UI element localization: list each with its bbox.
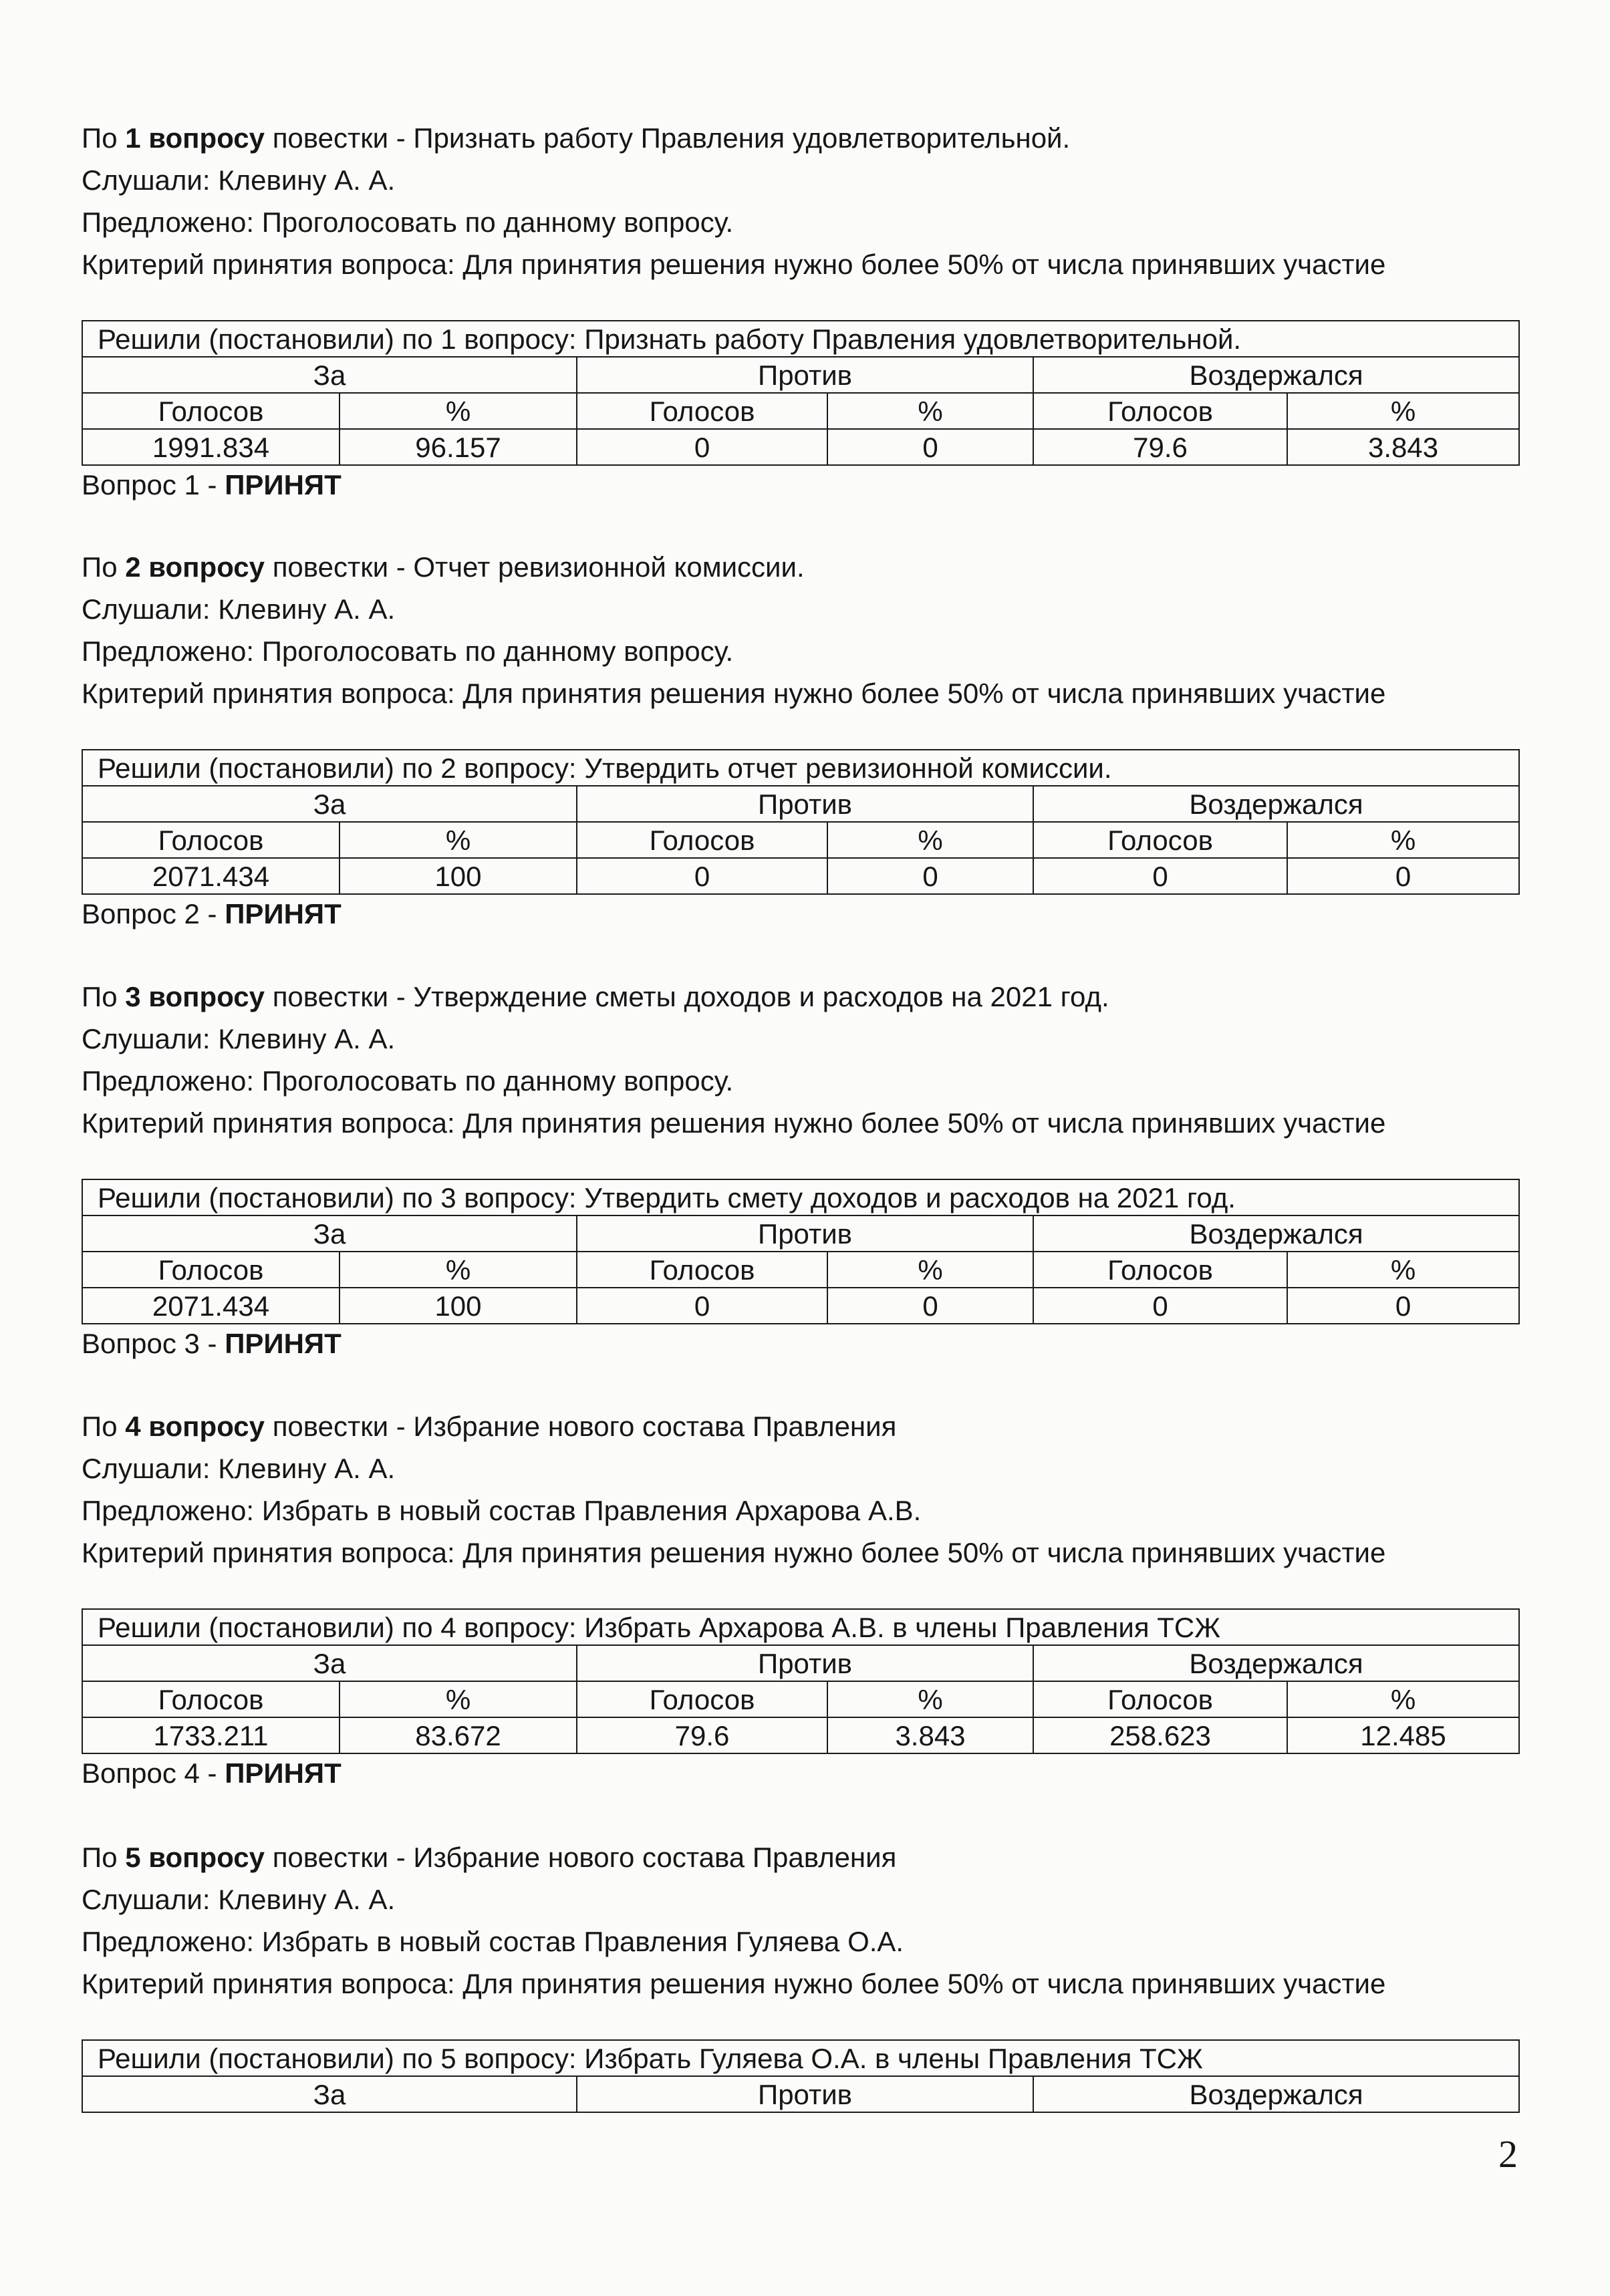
heard-line: Слушали: Клевину А. А.: [82, 1023, 396, 1054]
vozd-header: Воздержался: [1033, 2076, 1519, 2112]
percent-header: %: [827, 1681, 1033, 1717]
heard-line: Слушали: Клевину А. А.: [82, 164, 396, 196]
percent-header: %: [1287, 393, 1519, 429]
percent-header: %: [340, 393, 577, 429]
heard-line: Слушали: Клевину А. А.: [82, 1453, 396, 1484]
protiv-header: Против: [577, 1215, 1033, 1252]
za-votes-cell: 2071.434: [82, 1288, 340, 1324]
heard-line: Слушали: Клевину А. А.: [82, 1884, 396, 1915]
protiv-percent-cell: 3.843: [827, 1717, 1033, 1753]
za-header: За: [82, 786, 577, 822]
za-votes-cell: 2071.434: [82, 858, 340, 894]
vote-results-table: [82, 2039, 1520, 2113]
protiv-votes-cell: 0: [577, 1288, 827, 1324]
vozd-votes-cell: 0: [1033, 1288, 1287, 1324]
criterion-line: Критерий принятия вопроса: Для принятия решения нужно более 50% от числа принявших участие: [82, 1968, 1386, 1999]
golosov-header: Голосов: [82, 1681, 340, 1717]
verdict-line: Вопрос 1 - ПРИНЯТ: [82, 469, 342, 500]
za-percent-cell: 83.672: [340, 1717, 577, 1753]
vozd-percent-cell: 12.485: [1287, 1717, 1519, 1753]
proposed-line: Предложено: Избрать в новый состав Правления Архарова А.В.: [82, 1495, 922, 1526]
status-accepted: ПРИНЯТ: [225, 469, 342, 500]
page-number: 2: [1498, 2132, 1518, 2176]
proposed-line: Предложено: Избрать в новый состав Правления Гуляева О.А.: [82, 1926, 904, 1957]
percent-header: %: [1287, 1252, 1519, 1288]
vote-results-table: [82, 749, 1520, 895]
question-1-section: [82, 117, 1518, 505]
golosov-header: Голосов: [82, 1252, 340, 1288]
protiv-header: Против: [577, 357, 1033, 393]
status-accepted: ПРИНЯТ: [225, 1757, 342, 1789]
golosov-header: Голосов: [1033, 1252, 1287, 1288]
percent-header: %: [827, 393, 1033, 429]
heard-line: Слушали: Клевину А. А.: [82, 593, 396, 625]
vozd-votes-cell: 79.6: [1033, 429, 1287, 465]
percent-header: %: [827, 822, 1033, 858]
question-3-section: [82, 976, 1518, 1363]
percent-header: %: [340, 822, 577, 858]
golosov-header: Голосов: [577, 393, 827, 429]
protiv-header: Против: [577, 786, 1033, 822]
za-header: За: [82, 357, 577, 393]
protiv-header: Против: [577, 1645, 1033, 1681]
za-votes-cell: 1733.211: [82, 1717, 340, 1753]
question-2-section: [82, 546, 1518, 934]
protiv-votes-cell: 0: [577, 858, 827, 894]
golosov-header: Голосов: [577, 1252, 827, 1288]
status-accepted: ПРИНЯТ: [225, 898, 342, 929]
golosov-header: Голосов: [82, 822, 340, 858]
za-votes-cell: 1991.834: [82, 429, 340, 465]
vozd-percent-cell: 0: [1287, 858, 1519, 894]
za-percent-cell: 96.157: [340, 429, 577, 465]
agenda-line: По 3 вопросу повестки - Утверждение сметы доходов и расходов на 2021 год.: [82, 981, 1109, 1012]
decision-cell: Решили (постановили) по 4 вопросу: Избрать Архарова А.В. в члены Правления ТСЖ: [82, 1609, 1519, 1645]
criterion-line: Критерий принятия вопроса: Для принятия решения нужно более 50% от числа принявших участие: [82, 1107, 1386, 1139]
agenda-text: Отчет ревизионной комиссии.: [413, 551, 805, 583]
proposed-line: Предложено: Проголосовать по данному вопросу.: [82, 1065, 734, 1097]
agenda-line: По 4 вопросу повестки - Избрание нового состава Правления: [82, 1411, 897, 1442]
decision-cell: Решили (постановили) по 2 вопросу: Утвердить отчет ревизионной комиссии.: [82, 750, 1519, 786]
protiv-percent-cell: 0: [827, 1288, 1033, 1324]
za-header: За: [82, 1645, 577, 1681]
verdict-line: Вопрос 3 - ПРИНЯТ: [82, 1328, 342, 1359]
vote-results-table: [82, 1179, 1520, 1324]
percent-header: %: [340, 1252, 577, 1288]
vozd-header: Воздержался: [1033, 1645, 1519, 1681]
protiv-percent-cell: 0: [827, 429, 1033, 465]
za-header: За: [82, 2076, 577, 2112]
golosov-header: Голосов: [1033, 822, 1287, 858]
percent-header: %: [340, 1681, 577, 1717]
proposed-line: Предложено: Проголосовать по данному вопросу.: [82, 206, 734, 238]
agenda-text: Избрание нового состава Правления: [413, 1411, 897, 1442]
question-4-section: [82, 1405, 1518, 1793]
agenda-line: По 5 вопросу повестки - Избрание нового состава Правления: [82, 1842, 897, 1873]
za-percent-cell: 100: [340, 858, 577, 894]
protiv-votes-cell: 79.6: [577, 1717, 827, 1753]
za-percent-cell: 100: [340, 1288, 577, 1324]
protiv-votes-cell: 0: [577, 429, 827, 465]
golosov-header: Голосов: [82, 393, 340, 429]
vozd-percent-cell: 3.843: [1287, 429, 1519, 465]
percent-header: %: [1287, 822, 1519, 858]
golosov-header: Голосов: [577, 1681, 827, 1717]
verdict-line: Вопрос 4 - ПРИНЯТ: [82, 1757, 342, 1789]
decision-cell: Решили (постановили) по 5 вопросу: Избрать Гуляева О.А. в члены Правления ТСЖ: [82, 2040, 1519, 2076]
agenda-line: По 2 вопросу повестки - Отчет ревизионной комиссии.: [82, 551, 805, 583]
criterion-line: Критерий принятия вопроса: Для принятия решения нужно более 50% от числа принявших участие: [82, 678, 1386, 709]
question-5-section: [82, 1836, 1518, 2113]
vozd-header: Воздержался: [1033, 1215, 1519, 1252]
vozd-votes-cell: 0: [1033, 858, 1287, 894]
decision-cell: Решили (постановили) по 1 вопросу: Признать работу Правления удовлетворительной.: [82, 321, 1519, 357]
criterion-line: Критерий принятия вопроса: Для принятия решения нужно более 50% от числа принявших участие: [82, 249, 1386, 280]
vote-results-table: [82, 1608, 1520, 1754]
verdict-line: Вопрос 2 - ПРИНЯТ: [82, 898, 342, 929]
agenda-text: Избрание нового состава Правления: [413, 1842, 897, 1873]
vozd-votes-cell: 258.623: [1033, 1717, 1287, 1753]
decision-cell: Решили (постановили) по 3 вопросу: Утвердить смету доходов и расходов на 2021 год.: [82, 1179, 1519, 1215]
vozd-header: Воздержался: [1033, 357, 1519, 393]
vozd-percent-cell: 0: [1287, 1288, 1519, 1324]
agenda-text: Признать работу Правления удовлетворительной.: [413, 122, 1071, 154]
percent-header: %: [827, 1252, 1033, 1288]
protiv-header: Против: [577, 2076, 1033, 2112]
agenda-text: Утверждение сметы доходов и расходов на 2021 год.: [413, 981, 1109, 1012]
proposed-line: Предложено: Проголосовать по данному вопросу.: [82, 635, 734, 667]
vote-results-table: [82, 320, 1520, 466]
status-accepted: ПРИНЯТ: [225, 1328, 342, 1359]
golosov-header: Голосов: [1033, 393, 1287, 429]
golosov-header: Голосов: [1033, 1681, 1287, 1717]
vozd-header: Воздержался: [1033, 786, 1519, 822]
agenda-line: По 1 вопросу повестки - Признать работу Правления удовлетворительной.: [82, 122, 1071, 154]
criterion-line: Критерий принятия вопроса: Для принятия решения нужно более 50% от числа принявших участие: [82, 1537, 1386, 1568]
za-header: За: [82, 1215, 577, 1252]
protiv-percent-cell: 0: [827, 858, 1033, 894]
percent-header: %: [1287, 1681, 1519, 1717]
golosov-header: Голосов: [577, 822, 827, 858]
